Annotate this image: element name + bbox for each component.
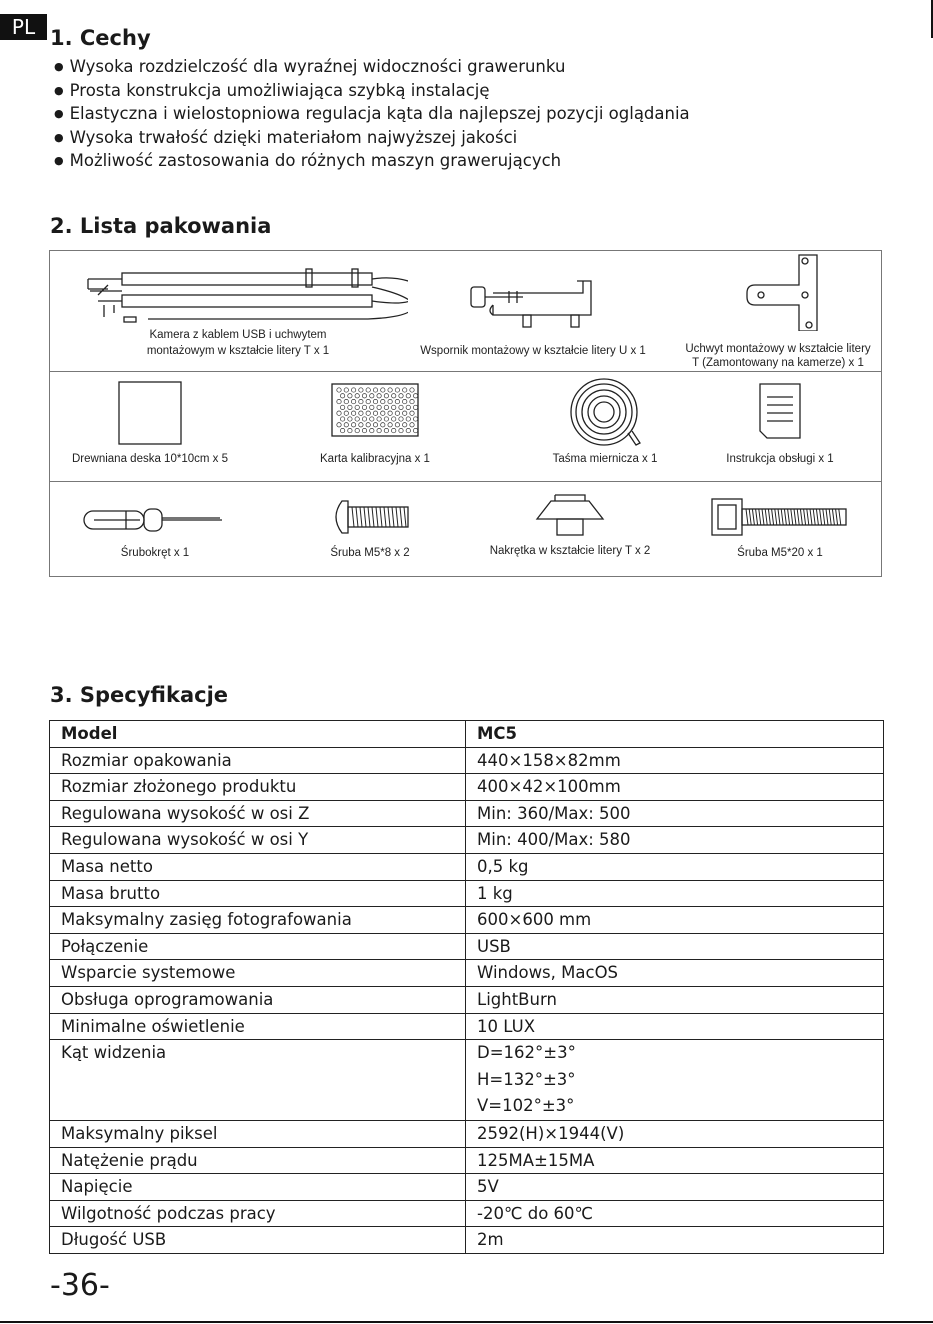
spec-label: Maksymalny piksel — [50, 1120, 466, 1147]
spec-label: Maksymalny zasięg fotografowania — [50, 907, 466, 934]
spec-label: Natężenie prądu — [50, 1147, 466, 1174]
spec-row — [50, 1200, 884, 1227]
page-number: -36- — [50, 1268, 110, 1303]
packing-item-label: T (Zamontowany na kamerze) x 1 — [692, 357, 864, 369]
calibration-card-icon — [331, 383, 419, 437]
spec-value: Windows, MacOS — [466, 960, 884, 987]
spec-label: Wsparcie systemowe — [50, 960, 466, 987]
packing-item-measuring-tape — [520, 377, 690, 467]
packing-item-label: Instrukcja obsługi x 1 — [726, 453, 834, 465]
packing-item-short-screw — [285, 499, 455, 561]
spec-row — [50, 827, 884, 854]
spec-value: Min: 400/Max: 580 — [466, 827, 884, 854]
spec-row — [50, 960, 884, 987]
feature-item: ● Wysoka trwałość dzięki materiałom najwyższej jakości — [54, 127, 690, 151]
features-heading: 1. Cechy — [50, 26, 151, 50]
packing-item-label: Uchwyt montażowy w kształcie litery — [685, 343, 871, 355]
feature-item: ● Możliwość zastosowania do różnych maszyn grawerujących — [54, 150, 690, 174]
manual-icon — [759, 383, 801, 439]
feature-item: ● Wysoka rozdzielczość dla wyraźnej widoczności grawerunku — [54, 56, 690, 80]
packing-item-label: Śruba M5*20 x 1 — [737, 547, 823, 559]
spec-row — [50, 1147, 884, 1174]
packing-item-screwdriver — [70, 505, 240, 561]
spec-label: Regulowana wysokość w osi Z — [50, 800, 466, 827]
packing-item-label: Śruba M5*8 x 2 — [330, 547, 410, 559]
spec-label: Regulowana wysokość w osi Y — [50, 827, 466, 854]
spec-row — [50, 933, 884, 960]
measuring-tape-icon — [568, 377, 642, 449]
packing-item-wood-board — [60, 381, 240, 467]
spec-header-value: MC5 — [466, 721, 884, 748]
t-nut-icon — [535, 493, 605, 537]
spec-label: Rozmiar opakowania — [50, 747, 466, 774]
spec-label: Wilgotność podczas pracy — [50, 1200, 466, 1227]
spec-value: 2592(H)×1944(V) — [466, 1120, 884, 1147]
long-screw-icon — [710, 497, 850, 537]
spec-label: Napięcie — [50, 1174, 466, 1201]
feature-item: ● Prosta konstrukcja umożliwiająca szybką instalację — [54, 80, 690, 104]
packing-item-label: Śrubokręt x 1 — [120, 547, 190, 559]
packing-item-camera — [58, 265, 418, 359]
u-bracket-icon — [453, 277, 613, 329]
packing-item-label: Nakrętka w kształcie litery T x 2 — [489, 545, 651, 557]
spec-row — [50, 1013, 884, 1040]
packing-row — [50, 251, 881, 372]
spec-row — [50, 880, 884, 907]
spec-label: Długość USB — [50, 1227, 466, 1254]
spec-label: Kąt widzenia — [50, 1040, 466, 1121]
spec-row — [50, 986, 884, 1013]
spec-value: 400×42×100mm — [466, 774, 884, 801]
spec-value: 440×158×82mm — [466, 747, 884, 774]
spec-value — [466, 1040, 884, 1121]
packing-item-manual — [705, 383, 855, 467]
short-screw-icon — [328, 499, 412, 535]
view-angle-value: V=102°±3° — [477, 1096, 575, 1116]
packing-list-grid — [49, 250, 882, 577]
spec-value: USB — [466, 933, 884, 960]
bottom-rule — [0, 1321, 933, 1323]
packing-item-label: Kamera z kablem USB i uchwytem — [149, 329, 327, 341]
spec-value: -20℃ do 60℃ — [466, 1200, 884, 1227]
packing-item-label: montażowym w kształcie litery T x 1 — [146, 345, 330, 357]
spec-label: Połączenie — [50, 933, 466, 960]
spec-label: Masa brutto — [50, 880, 466, 907]
packing-item-calibration-card — [290, 383, 460, 467]
features-list — [54, 56, 690, 174]
spec-value: 10 LUX — [466, 1013, 884, 1040]
specs-heading: 3. Specyfikacje — [50, 683, 229, 707]
spec-row-view-angle — [50, 1040, 884, 1121]
camera-with-cable-icon — [68, 265, 408, 327]
spec-label: Rozmiar złożonego produktu — [50, 774, 466, 801]
spec-header-row — [50, 721, 884, 748]
spec-row — [50, 800, 884, 827]
spec-row — [50, 1227, 884, 1254]
spec-value: Min: 360/Max: 500 — [466, 800, 884, 827]
spec-value: 1 kg — [466, 880, 884, 907]
spec-value: 0,5 kg — [466, 853, 884, 880]
spec-label: Masa netto — [50, 853, 466, 880]
packing-item-label: Karta kalibracyjna x 1 — [320, 453, 430, 465]
t-holder-icon — [733, 253, 823, 331]
spec-table — [49, 720, 884, 1254]
wood-board-icon — [118, 381, 182, 445]
packing-item-label: Taśma miernicza x 1 — [552, 453, 658, 465]
spec-value: 125MA±15MA — [466, 1147, 884, 1174]
spec-header-label: Model — [50, 721, 466, 748]
packing-item-label: Wspornik montażowy w kształcie litery U x 1 — [420, 345, 646, 357]
spec-row — [50, 774, 884, 801]
packing-item-long-screw — [690, 497, 870, 561]
spec-value: LightBurn — [466, 986, 884, 1013]
spec-value: 5V — [466, 1174, 884, 1201]
spec-row — [50, 1174, 884, 1201]
packing-row — [50, 481, 881, 578]
view-angle-value: H=132°±3° — [477, 1069, 576, 1089]
packing-item-t-holder — [678, 253, 878, 369]
spec-value: 600×600 mm — [466, 907, 884, 934]
spec-row — [50, 853, 884, 880]
spec-row — [50, 907, 884, 934]
packing-heading: 2. Lista pakowania — [50, 214, 272, 238]
packing-item-u-bracket — [408, 277, 658, 359]
view-angle-value: D=162°±3° — [477, 1043, 576, 1063]
spec-row — [50, 747, 884, 774]
packing-row — [50, 371, 881, 482]
screwdriver-icon — [80, 505, 230, 535]
spec-label: Obsługa oprogramowania — [50, 986, 466, 1013]
spec-label: Minimalne oświetlenie — [50, 1013, 466, 1040]
feature-item: ● Elastyczna i wielostopniowa regulacja kąta dla najlepszej pozycji oglądania — [54, 103, 690, 127]
language-tab: PL — [0, 14, 47, 40]
packing-item-t-nut — [470, 493, 670, 559]
spec-value: 2m — [466, 1227, 884, 1254]
packing-item-label: Drewniana deska 10*10cm x 5 — [72, 453, 228, 465]
spec-row — [50, 1120, 884, 1147]
